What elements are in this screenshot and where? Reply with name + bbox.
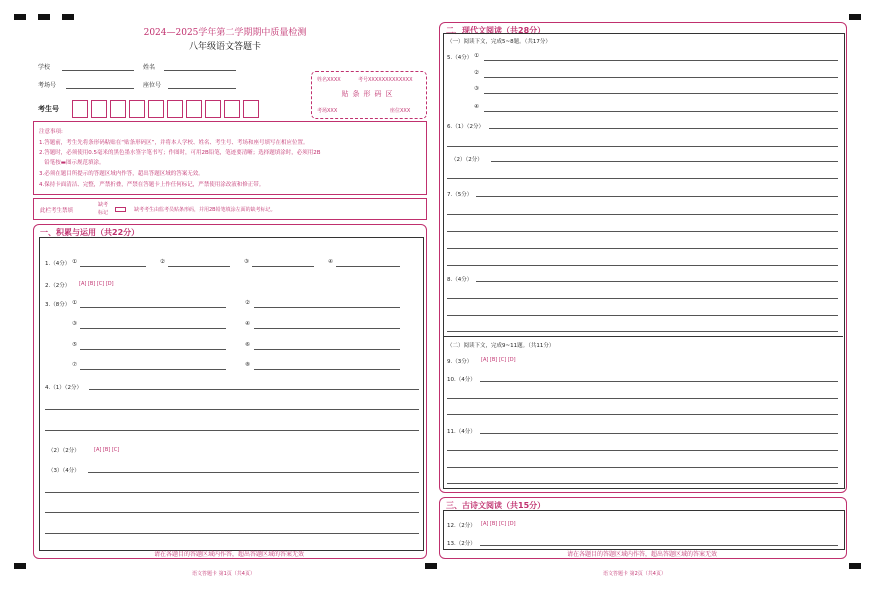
q11-label: 11.（4分）	[447, 429, 476, 435]
q6-1-label: 6.（1）（2分）	[447, 124, 484, 130]
page1-footer-warning: 请在各题目的答题区域内作答，超出答题区域的答案无效	[153, 551, 304, 558]
exam-room-label: 考场号	[38, 82, 57, 89]
section-1-title: 一、积累与运用（共22分）	[40, 228, 140, 237]
school-label: 学校	[38, 64, 51, 71]
answer-line[interactable]	[447, 450, 838, 451]
q1-label: 1.（4分）	[45, 261, 71, 267]
part1-heading: （一）阅读下文，完成5~8题。（共17分）	[447, 39, 551, 45]
notes-box	[33, 121, 427, 195]
q10-label: 10.（4分）	[447, 377, 476, 383]
registration-mark	[62, 14, 74, 20]
q2-options[interactable]: [A] [B] [C] [D]	[79, 281, 114, 287]
answer-line[interactable]	[447, 467, 838, 468]
q12-options[interactable]: [A] [B] [C] [D]	[481, 521, 516, 527]
q4-3-label: （3）（4分）	[48, 468, 80, 474]
answer-line[interactable]	[480, 545, 838, 546]
q9-label: 9.（3分）	[447, 359, 473, 365]
section-3-answer-area	[443, 510, 845, 550]
registration-mark	[849, 563, 861, 569]
note-item: 4.保持卡面清洁、完整，严禁折叠，严禁在答题卡上作任何标记，严禁使用涂改液和修正带。	[39, 182, 265, 188]
answer-line[interactable]	[476, 281, 838, 282]
q1-blank[interactable]	[336, 266, 400, 267]
answer-line[interactable]	[45, 512, 419, 513]
exam-subtitle: 八年级语文答题卡	[188, 42, 261, 52]
q3-label: 3.（8分）	[45, 302, 71, 308]
q9-options[interactable]: [A] [B] [C] [D]	[481, 357, 516, 363]
registration-mark	[849, 14, 861, 20]
q4-2-options[interactable]: [A] [B] [C]	[94, 447, 120, 453]
answer-line[interactable]	[480, 381, 838, 382]
section-2-title: 二、现代文阅读（共28分）	[446, 26, 546, 35]
q3-blank[interactable]	[254, 328, 400, 329]
absent-mark-box[interactable]	[115, 207, 126, 212]
registration-mark	[14, 563, 26, 569]
answer-line[interactable]	[89, 389, 419, 390]
note-item: 1.答题前，考生先将条形码粘贴在“贴条形码区”，并将本人学校、姓名、考生号、考场和座号填写在相应位置。	[39, 140, 309, 146]
answer-line[interactable]	[447, 414, 838, 415]
answer-line[interactable]	[447, 265, 838, 266]
page1-number: 语文答题卡 第1页（共4页）	[192, 571, 255, 577]
answer-line[interactable]	[447, 146, 838, 147]
q6-2-label: （2）（2分）	[451, 157, 483, 163]
page2-number: 语文答题卡 第2页（共4页）	[603, 571, 666, 577]
answer-line[interactable]	[447, 315, 838, 316]
answer-line[interactable]	[484, 60, 838, 61]
section-2-divider	[443, 336, 843, 337]
registration-mark	[38, 14, 50, 20]
answer-line[interactable]	[447, 214, 838, 215]
answer-line[interactable]	[489, 128, 838, 129]
q3-blank[interactable]	[80, 349, 226, 350]
answer-line[interactable]	[447, 231, 838, 232]
seat-field[interactable]	[168, 88, 236, 89]
answer-line[interactable]	[447, 398, 838, 399]
answer-line[interactable]	[447, 248, 838, 249]
absent-box: 此栏考生禁填 缺考 标记 缺考考生由监考员贴条形码，并用2B铅笔填涂左面的缺考标记。	[33, 198, 427, 220]
q1-blank[interactable]	[252, 266, 314, 267]
exam-room-field[interactable]	[66, 88, 134, 89]
q8-label: 8.（4分）	[447, 277, 473, 283]
name-field[interactable]	[164, 70, 236, 71]
q12-label: 12.（2分）	[447, 523, 476, 529]
absent-label: 此栏考生禁填	[40, 208, 74, 214]
registration-mark	[14, 14, 26, 20]
answer-line[interactable]	[476, 196, 838, 197]
registration-mark	[425, 563, 437, 569]
answer-line[interactable]	[88, 472, 419, 473]
answer-line[interactable]	[480, 433, 838, 434]
answer-line[interactable]	[447, 298, 838, 299]
q3-blank[interactable]	[254, 349, 400, 350]
note-item: 铅笔按▬图示规范填涂。	[39, 160, 105, 166]
answer-line[interactable]	[45, 409, 419, 410]
answer-line[interactable]	[447, 178, 838, 179]
q3-blank[interactable]	[254, 307, 400, 308]
answer-line[interactable]	[484, 77, 838, 78]
answer-line[interactable]	[45, 533, 419, 534]
q3-blank[interactable]	[80, 369, 226, 370]
barcode-label: 贴条形码区	[341, 90, 397, 98]
seat-label: 座位号	[143, 82, 162, 89]
answer-line[interactable]	[45, 492, 419, 493]
q1-blank[interactable]	[80, 266, 146, 267]
notes-heading: 注意事项:	[39, 129, 63, 135]
q3-blank[interactable]	[80, 328, 226, 329]
q3-blank[interactable]	[254, 369, 400, 370]
note-item: 2.答题时，必须使用0.5毫米的黑色墨水签字笔书写；作图时，可用2B铅笔，笔迹要清晰；选择题填涂时，必须用2B	[39, 150, 321, 156]
q7-label: 7.（5分）	[447, 192, 473, 198]
barcode-area: 姓名XXXX 考号XXXXXXXXXXXXX 贴条形码区 考场XXX 座位XXX	[311, 71, 427, 119]
part2-heading: （二）阅读下文，完成9~11题。（共11分）	[447, 343, 555, 349]
section-3-title: 三、古诗文阅读（共15分）	[446, 501, 546, 510]
q3-blank[interactable]	[80, 307, 226, 308]
answer-line[interactable]	[447, 331, 838, 332]
exam-id-label: 考生号	[38, 105, 59, 113]
q1-blank[interactable]	[168, 266, 230, 267]
q2-label: 2.（2分）	[45, 283, 71, 289]
page2-footer-warning: 请在各题目的答题区域内作答，超出答题区域的答案无效	[566, 551, 717, 558]
answer-line[interactable]	[491, 161, 838, 162]
q4-2-label: （2）（2分）	[48, 448, 80, 454]
q5-label: 5.（4分）	[447, 55, 473, 61]
q4-1-label: 4.（1）（2分）	[45, 385, 82, 391]
exam-id-boxes[interactable]	[72, 100, 262, 118]
answer-line[interactable]	[484, 93, 838, 94]
section-2-answer-area	[443, 33, 845, 489]
answer-line[interactable]	[484, 111, 838, 112]
answer-line[interactable]	[45, 430, 419, 431]
exam-title: 2024—2025学年第二学期期中质量检测	[143, 28, 307, 38]
answer-line[interactable]	[447, 483, 838, 484]
school-field[interactable]	[62, 70, 134, 71]
note-item: 3.必须在题目所提示的答题区域内作答，超出答题区域的答案无效。	[39, 171, 204, 177]
q13-label: 13.（2分）	[447, 541, 476, 547]
name-label: 姓名	[143, 64, 156, 71]
